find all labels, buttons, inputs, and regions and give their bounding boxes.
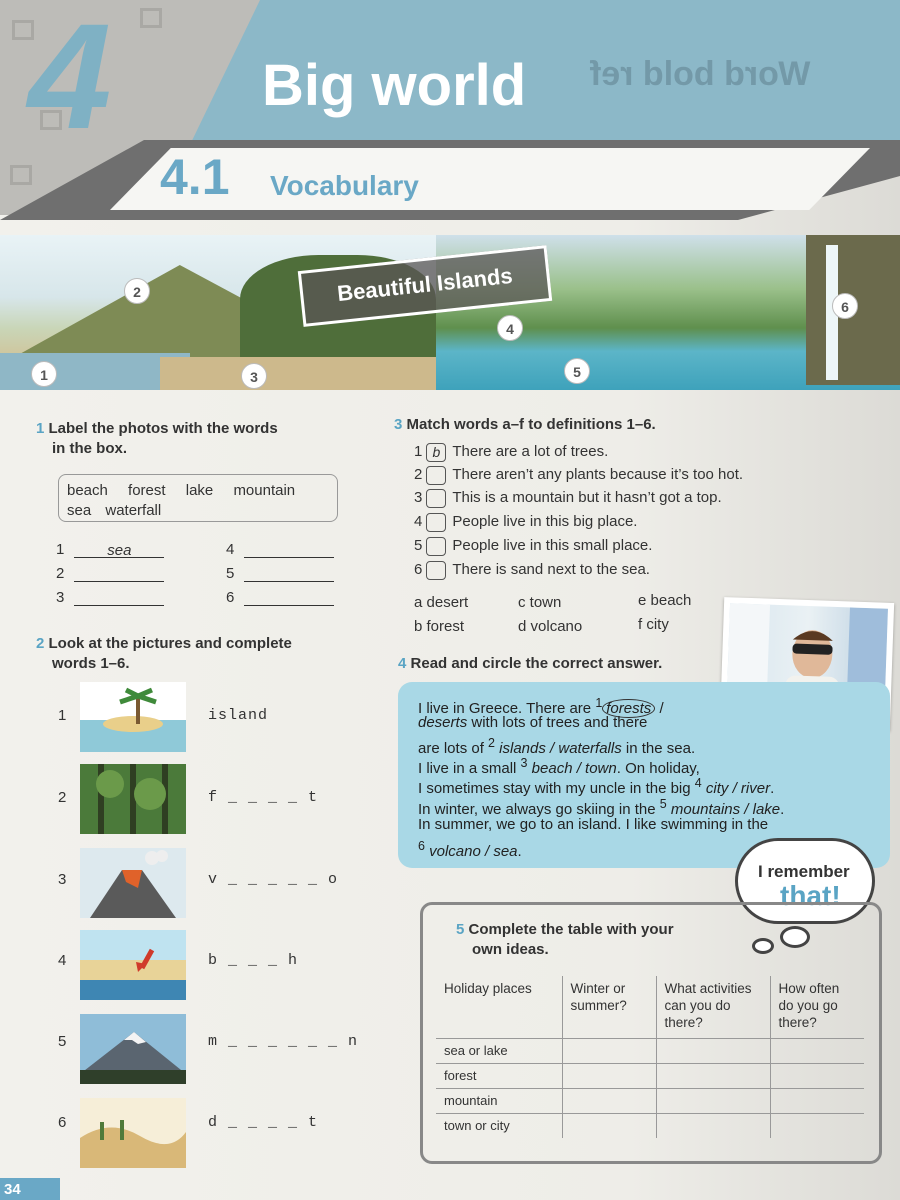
table-row bbox=[436, 1113, 864, 1138]
answer-checkbox[interactable] bbox=[426, 489, 446, 508]
reading-text: with lots of trees and there bbox=[467, 714, 648, 731]
ex3-option bbox=[518, 594, 561, 611]
reading-text: are lots of bbox=[418, 740, 489, 757]
ex1-answer-row bbox=[56, 565, 164, 582]
ex3-option bbox=[414, 618, 464, 635]
ex3-option bbox=[518, 618, 582, 635]
table-cell[interactable] bbox=[656, 1038, 770, 1063]
ex1-answer-blank[interactable] bbox=[74, 566, 164, 582]
option-letter: d bbox=[518, 618, 527, 635]
answer-choice[interactable]: mountains / lake bbox=[670, 801, 781, 818]
table-cell[interactable] bbox=[562, 1088, 656, 1113]
table-row-label: mountain bbox=[436, 1088, 562, 1113]
ex1-answer-number: 5 bbox=[226, 565, 235, 582]
reading-text: I live in Greece. There are bbox=[418, 700, 596, 717]
ex1-answer-row bbox=[226, 589, 334, 606]
answer-checkbox[interactable]: b bbox=[426, 443, 446, 462]
photo-marker: 3 bbox=[241, 363, 267, 389]
reading-text: . bbox=[517, 843, 522, 860]
photo-marker: 6 bbox=[832, 293, 858, 319]
ex3-def-number: 6 bbox=[414, 561, 423, 578]
photo-marker: 2 bbox=[124, 278, 150, 304]
ex2-item-number: 4 bbox=[58, 952, 67, 969]
ex3-definition bbox=[414, 536, 652, 556]
answer-checkbox[interactable] bbox=[426, 466, 446, 485]
option-letter: c bbox=[518, 594, 526, 611]
ex2-item-number: 1 bbox=[58, 707, 67, 724]
photo-marker: 1 bbox=[31, 361, 57, 387]
ex3-def-text: There aren’t any plants because it’s too hot. bbox=[452, 466, 744, 483]
word-box-item: sea bbox=[67, 502, 92, 519]
gap-number: 3 bbox=[520, 756, 528, 770]
ex2-item-word: island bbox=[208, 707, 269, 724]
ex3-def-text: People live in this big place. bbox=[452, 513, 638, 530]
ex3-title-text: Match words a–f to definitions 1–6. bbox=[406, 416, 656, 433]
table-header: Holiday places bbox=[444, 981, 532, 996]
desert-icon bbox=[80, 1098, 186, 1168]
reading-text: In summer, we go to an island. I like swimming in the bbox=[418, 816, 769, 833]
ex1-answer-row bbox=[56, 589, 164, 606]
table-row bbox=[436, 1088, 864, 1113]
reading-text: in the sea. bbox=[621, 740, 696, 757]
ex2-item-word: m _ _ _ _ _ _ n bbox=[208, 1033, 359, 1050]
ex3-def-text: There are a lot of trees. bbox=[452, 443, 609, 460]
ex1-answer-number: 6 bbox=[226, 589, 235, 606]
film-square bbox=[140, 8, 162, 28]
ex3-def-number: 5 bbox=[414, 537, 423, 554]
table-cell[interactable] bbox=[770, 1038, 864, 1063]
circled-answer[interactable]: forests bbox=[602, 699, 655, 718]
table-cell[interactable] bbox=[770, 1113, 864, 1138]
answer-choice[interactable]: beach / town bbox=[531, 760, 617, 777]
reading-line bbox=[418, 794, 785, 818]
lesson-number: 4.1 bbox=[160, 149, 230, 205]
ex3-definition bbox=[414, 560, 650, 580]
reading-text: . bbox=[780, 801, 785, 818]
ex1-answer-number: 4 bbox=[226, 541, 235, 558]
photo-marker: 5 bbox=[564, 358, 590, 384]
ex3-definition bbox=[414, 488, 722, 508]
answer-checkbox[interactable] bbox=[426, 513, 446, 532]
answer-checkbox[interactable] bbox=[426, 561, 446, 580]
ex4-title-text: Read and circle the correct answer. bbox=[410, 655, 663, 672]
ex5-number: 5 bbox=[456, 921, 465, 938]
ex2-title-line2: words 1–6. bbox=[52, 655, 130, 672]
forest-icon bbox=[80, 764, 186, 834]
table-row-label: town or city bbox=[436, 1113, 562, 1138]
table-cell[interactable] bbox=[656, 1063, 770, 1088]
page-number: 34 bbox=[0, 1178, 60, 1200]
table-cell[interactable] bbox=[562, 1038, 656, 1063]
photo-marker: 4 bbox=[497, 315, 523, 341]
ex3-number: 3 bbox=[394, 416, 403, 433]
table-row-label: sea or lake bbox=[436, 1038, 562, 1063]
ex3-option bbox=[638, 616, 669, 633]
reading-line bbox=[418, 693, 664, 717]
lesson-title: Vocabulary bbox=[270, 170, 419, 201]
unit-number: 4 bbox=[28, 0, 112, 160]
ideas-table bbox=[436, 976, 864, 1138]
answer-choice[interactable]: islands / waterfalls bbox=[499, 740, 622, 757]
ex2-item-number: 5 bbox=[58, 1033, 67, 1050]
option-word: city bbox=[646, 616, 669, 633]
ex3-def-text: People live in this small place. bbox=[452, 537, 653, 554]
ex3-def-number: 1 bbox=[414, 443, 423, 460]
reading-text: . bbox=[770, 780, 775, 797]
ex1-answer-number: 2 bbox=[56, 565, 65, 582]
ex1-answer-blank[interactable]: sea bbox=[74, 542, 164, 558]
gap-number: 4 bbox=[694, 776, 702, 790]
table-cell[interactable] bbox=[770, 1088, 864, 1113]
option-word: beach bbox=[650, 592, 692, 609]
volcano-icon bbox=[80, 848, 186, 918]
answer-checkbox[interactable] bbox=[426, 537, 446, 556]
word-box bbox=[58, 474, 338, 522]
ex1-title-line2: in the box. bbox=[52, 440, 127, 457]
table-header: How often do you go there? bbox=[770, 976, 864, 1038]
table-cell[interactable] bbox=[562, 1113, 656, 1138]
beach-icon bbox=[80, 930, 186, 1000]
ex5-title bbox=[456, 920, 674, 960]
ex1-answer-number: 3 bbox=[56, 589, 65, 606]
table-header-row bbox=[436, 976, 864, 1038]
word-box-item: forest bbox=[128, 482, 166, 499]
ex3-def-number: 4 bbox=[414, 513, 423, 530]
word-box-item: mountain bbox=[233, 482, 296, 499]
ex2-item-word: f _ _ _ _ t bbox=[208, 789, 319, 806]
reading-line bbox=[418, 733, 696, 757]
answer-choice[interactable]: city / river bbox=[705, 780, 771, 797]
option-word: forest bbox=[426, 618, 465, 635]
reading-line bbox=[418, 713, 647, 733]
answer-choice[interactable]: volcano / sea bbox=[429, 843, 518, 860]
reading-line bbox=[418, 773, 775, 797]
ex1-answer-blank[interactable] bbox=[244, 566, 334, 582]
photo-banner: Beautiful Islands bbox=[298, 245, 552, 327]
reading-text: . On holiday, bbox=[616, 760, 700, 777]
ex4-number: 4 bbox=[398, 655, 407, 672]
table-row bbox=[436, 1038, 864, 1063]
ex3-title bbox=[394, 415, 656, 435]
table-row-label: forest bbox=[436, 1063, 562, 1088]
ex4-title bbox=[398, 654, 662, 674]
ex3-definition bbox=[414, 442, 608, 462]
ex3-option bbox=[414, 594, 468, 611]
ex2-title bbox=[36, 634, 292, 674]
ex1-number: 1 bbox=[36, 420, 45, 437]
option-word: desert bbox=[426, 594, 469, 611]
answer-choice[interactable]: deserts bbox=[418, 714, 468, 731]
reading-text: / bbox=[655, 700, 664, 717]
table-header: Winter or summer? bbox=[562, 976, 656, 1038]
ex1-answer-row bbox=[226, 565, 334, 582]
ex1-answer-blank[interactable] bbox=[244, 542, 334, 558]
reading-text: In winter, we always go skiing in the bbox=[418, 801, 660, 818]
option-letter: a bbox=[414, 594, 423, 611]
ex2-title-line1: Look at the pictures and complete bbox=[48, 635, 292, 652]
table-cell[interactable] bbox=[770, 1063, 864, 1088]
table-header: What activities can you do there? bbox=[656, 976, 770, 1038]
ex2-item-word: b _ _ _ h bbox=[208, 952, 299, 969]
ex1-title bbox=[36, 419, 278, 459]
ex5-title-line2: own ideas. bbox=[472, 941, 549, 958]
ex2-number: 2 bbox=[36, 635, 45, 652]
ex5-title-line1: Complete the table with your bbox=[468, 921, 674, 938]
ex3-definition bbox=[414, 465, 743, 485]
option-word: town bbox=[529, 594, 562, 611]
ex1-answer-blank[interactable] bbox=[74, 590, 164, 606]
option-letter: f bbox=[638, 616, 643, 633]
film-square bbox=[10, 165, 32, 185]
word-box-item: waterfall bbox=[105, 502, 162, 519]
reading-line bbox=[418, 815, 768, 835]
ex1-title-line1: Label the photos with the words bbox=[48, 420, 278, 437]
ex1-answer-blank[interactable] bbox=[244, 590, 334, 606]
ex1-answer-row bbox=[56, 541, 164, 558]
gap-number: 2 bbox=[488, 736, 495, 750]
option-letter: b bbox=[414, 618, 423, 635]
table-cell[interactable] bbox=[656, 1088, 770, 1113]
reading-text: I sometimes stay with my uncle in the big bbox=[418, 780, 695, 797]
option-letter: e bbox=[638, 592, 647, 609]
word-box-item: lake bbox=[185, 482, 214, 499]
ex2-item-number: 2 bbox=[58, 789, 67, 806]
table-cell[interactable] bbox=[656, 1113, 770, 1138]
ghost-text: Word bold ref bbox=[590, 55, 811, 93]
ex3-option bbox=[638, 592, 691, 609]
mountain-icon bbox=[80, 1014, 186, 1084]
ex2-item-number: 6 bbox=[58, 1114, 67, 1131]
ex3-def-number: 3 bbox=[414, 489, 423, 506]
island-icon bbox=[80, 682, 186, 752]
ex3-def-text: This is a mountain but it hasn’t got a top. bbox=[452, 489, 722, 506]
ex2-item-word: v _ _ _ _ _ o bbox=[208, 871, 339, 888]
gap-number: 5 bbox=[659, 797, 667, 811]
sand-shape bbox=[160, 357, 436, 390]
gap-number: 1 bbox=[595, 696, 603, 710]
remember-label: I remember bbox=[758, 862, 850, 881]
remember-that: that! bbox=[780, 880, 841, 911]
option-word: volcano bbox=[530, 618, 583, 635]
table-cell[interactable] bbox=[562, 1063, 656, 1088]
ex3-definition bbox=[414, 512, 637, 532]
ex1-answer-row bbox=[226, 541, 334, 558]
ex1-answer-number: 1 bbox=[56, 541, 65, 558]
table-row bbox=[436, 1063, 864, 1088]
reading-text: I live in a small bbox=[418, 760, 521, 777]
word-box-item: beach bbox=[67, 482, 108, 499]
unit-title: Big world bbox=[262, 53, 527, 118]
ex3-def-text: There is sand next to the sea. bbox=[452, 561, 650, 578]
ex3-def-number: 2 bbox=[414, 466, 423, 483]
ex2-item-word: d _ _ _ _ t bbox=[208, 1114, 319, 1131]
ex2-item-number: 3 bbox=[58, 871, 67, 888]
reading-line bbox=[418, 753, 700, 777]
gap-number: 6 bbox=[418, 839, 425, 853]
reading-line bbox=[418, 836, 522, 860]
